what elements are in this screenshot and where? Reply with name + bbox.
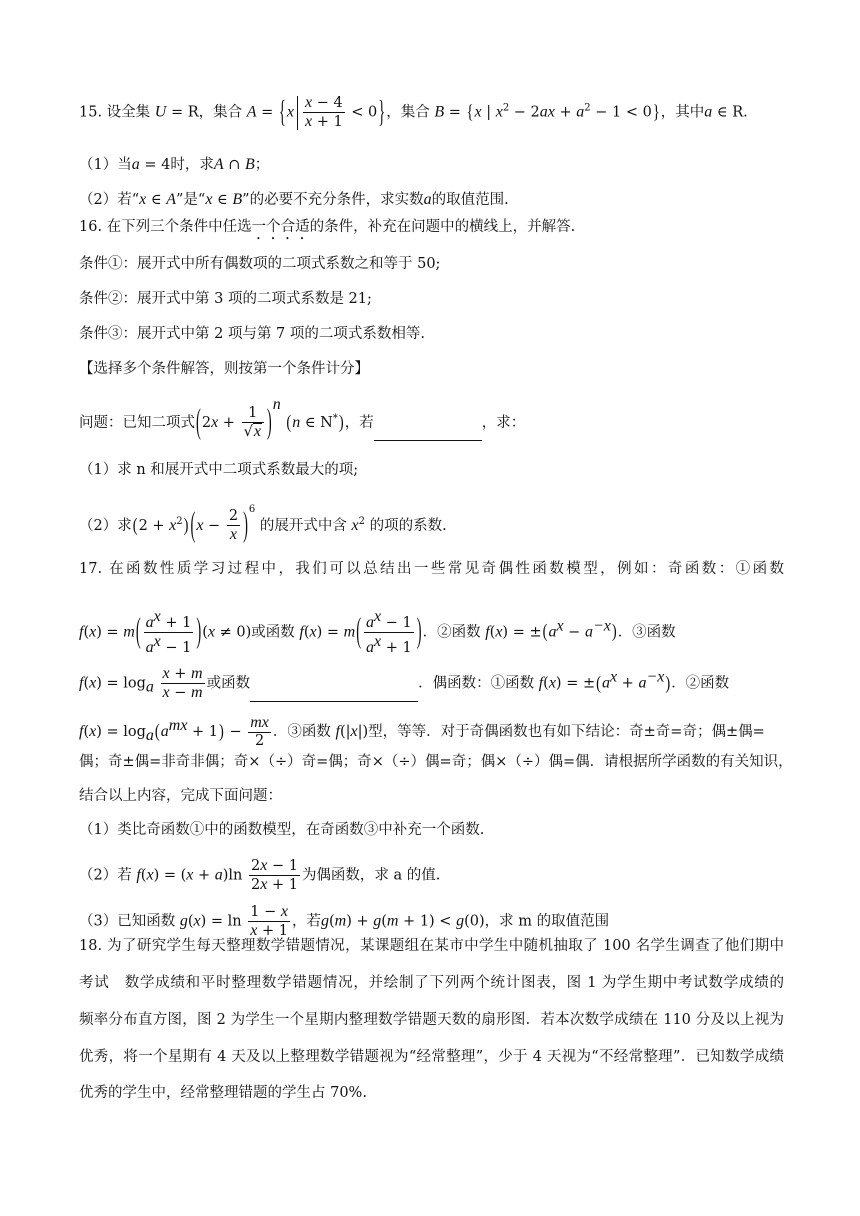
- q17-part3: （3）已知函数 g(x) = ln $\frac{1 - x}{x + 1}$ ，若g(m) + g(m + 1) < g(0)，求 m 的取值范围: [79, 903, 610, 939]
- q16-condition-2: 条件②：展开式中第 3 项的二项式系数是 21;: [79, 291, 372, 307]
- q16-condition-3: 条件③：展开式中第 2 项与第 7 项的二项式系数相等.: [79, 326, 425, 342]
- q16-part1: （1）求 n 和展开式中二项式系数最大的项;: [79, 462, 359, 478]
- q15-part2: （2）若“x ∈ A”是“x ∈ B”的必要不充分条件，求实数a的取值范围.: [79, 191, 509, 208]
- fraction: $\frac{2x - 1}{2x + 1}$: [251, 857, 298, 893]
- q17-part1: （1）类比奇函数①中的函数模型，在奇函数③中补充一个函数.: [79, 822, 485, 838]
- q18-line3: 频率分布直方图，图 2 为学生一个星期内整理数学错题天数的扇形图．若本次数学成绩在 110 分及以上视为: [79, 1012, 784, 1028]
- fraction: $\frac{a^x + 1}{a^x - 1}$: [145, 608, 192, 656]
- fraction: $\frac{x + m}{x - m}$: [162, 665, 203, 701]
- q18-line2: 考试 数学成绩和平时整理数学错题情况，并绘制了下列两个统计图表，图 1 为学生期中考试数学成绩的: [79, 975, 784, 991]
- q16-condition-1: 条件①：展开式中所有偶数项的二项式系数之和等于 50;: [79, 256, 441, 272]
- math-universal-set: U: [154, 103, 167, 121]
- math-set-b: B: [434, 103, 445, 121]
- fraction: $\frac{2}{x}$: [228, 508, 239, 543]
- emphasis-text: 一个合适: [251, 219, 310, 235]
- fraction: $\frac{1}{√x}$: [242, 405, 264, 441]
- q17-line4: $f(x) = \log_a(a^{mx} + 1)$ − $\frac{mx}{2}$ ．③函数 f(|x|)型，等等．对于奇偶函数也有如下结论：奇±奇=奇；偶±偶=: [79, 714, 765, 749]
- q17-line3: $f(x) = \log_a$ $\frac{x + m}{x - m}$ 或函数 ．偶函数：①函数 $f(x) = \pm(a^x + a^{-x})$．②函数: [79, 665, 730, 701]
- q15-part1: （1）当a = 4时，求A ∩ B；: [79, 156, 270, 173]
- q16-problem: 问题：已知二项式(2x + $\frac{1}{√x}$ )$^n$ (n ∈ N*)，若 ，求：: [79, 396, 526, 443]
- answer-blank: [374, 424, 482, 441]
- q18-line4: 优秀，将一个星期有 4 天及以上整理数学错题视为“经常整理”，少于 4 天视为“不经常整理”．已知数学成绩: [79, 1049, 784, 1065]
- q17-part2: （2）若 f(x) = (x + a)ln $\frac{2x - 1}{2x + 1}$ 为偶函数，求 a 的值.: [79, 857, 441, 893]
- fraction: $\frac{a^x - 1}{a^x + 1}$: [366, 608, 412, 656]
- q16-part2: （2）求$(2 + x^2)$ (x − $\frac{2}{x}$ )$^6$ 的展开式中含 $x^2$ 的项的系数.: [79, 504, 447, 546]
- math-set-a: A: [246, 103, 257, 121]
- q15-line1: 15. 设全集 U = R，集合 A = {x $\frac{x - 4}{x + 1}$ < 0}，集合 B = {x | $x^2 - 2ax + a^2 - 1 < 0$}，其中a ∈ R.: [79, 94, 748, 130]
- q17-line2: f(x) = m( $\frac{a^x + 1}{a^x - 1}$ )(x ≠ 0)或函数 f(x) = m( $\frac{a^x - 1}{a^x + 1}$ )．②函数 $f(x) = \pm(a^x - a^{-x})$．③函数: [79, 608, 676, 656]
- q17-line5: 偶；奇±偶=非奇非偶；奇×（÷）奇=偶；奇×（÷）偶=奇；偶×（÷）偶=偶．请根据所学函数的有关知识，: [79, 754, 793, 770]
- q17-line1: 17. 在函数性质学习过程中，我们可以总结出一些常见奇偶性函数模型，例如：奇函数：①函数: [79, 561, 785, 577]
- q17-line6: 结合以上内容，完成下面问题：: [79, 788, 282, 804]
- q16-rule: 【选择多个条件解答，则按第一个条件计分】: [79, 361, 369, 377]
- q18-line1: 18. 为了研究学生每天整理数学错题情况，某课题组在某市中学生中随机抽取了 100 名学生调查了他们期中: [79, 938, 785, 954]
- answer-blank: [250, 685, 418, 702]
- q18-line5: 优秀的学生中，经常整理错题的学生占 70%.: [79, 1085, 367, 1101]
- fraction: $\frac{mx}{2}$: [250, 714, 269, 749]
- q16-intro: 16. 在下列三个条件中任选一个合适的条件，补充在问题中的横线上，并解答.: [79, 219, 576, 235]
- fraction: $\frac{x - 4}{x + 1}$: [304, 94, 343, 130]
- fraction: $\frac{1 - x}{x + 1}$: [250, 903, 288, 939]
